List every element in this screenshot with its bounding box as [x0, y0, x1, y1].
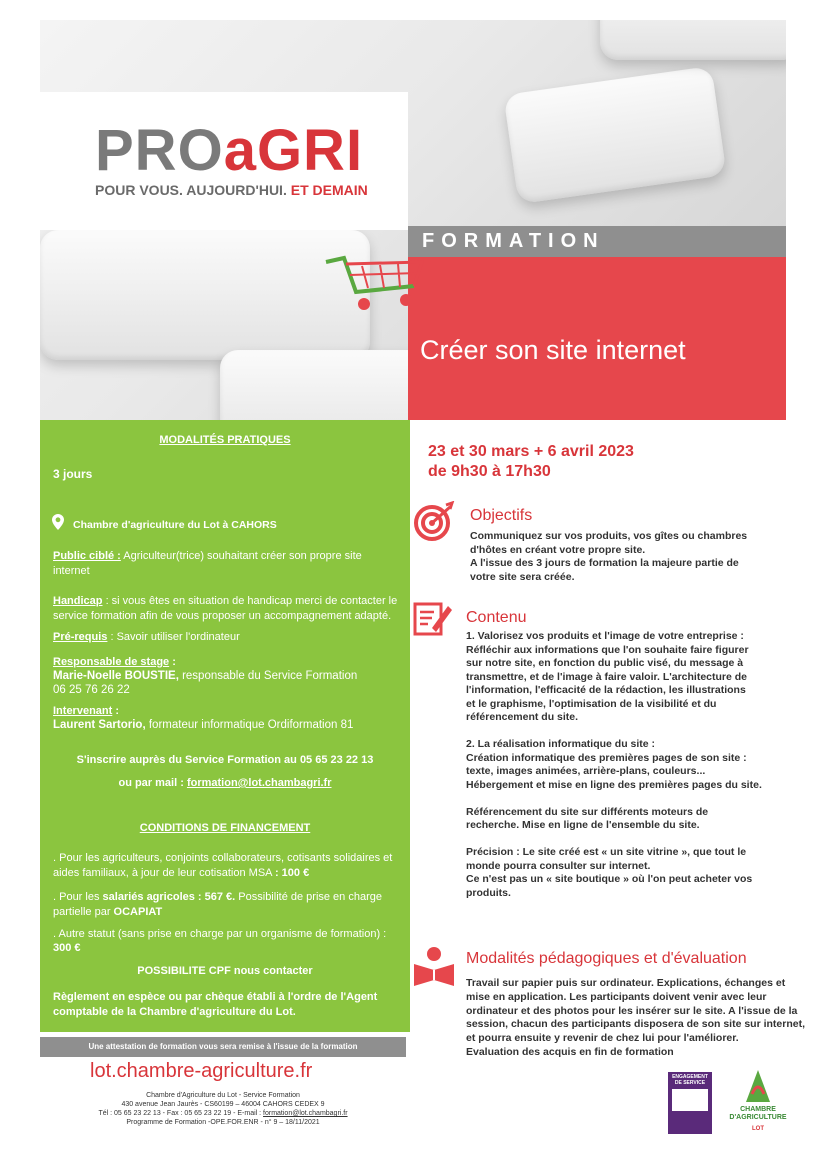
session-dates: 23 et 30 mars + 6 avril 2023 de 9h30 à 17h30 [428, 443, 634, 480]
objectives-title: Objectifs [470, 507, 533, 524]
register-line: S'inscrire auprès du Service Formation au 05 65 23 22 13 [76, 754, 374, 766]
public-target: Public ciblé : Agriculteur(trice) souhaitant créer son propre site internet [53, 550, 362, 577]
pedagogy-text: Travail sur papier puis sur ordinateur. Explications, échanges et mise en application. Les participants doivent venir avec leur ordinateur et des photos pour les insérer sur le site. A l'issue de la session, chacun des participants disposera de son site sur internet, et pourra ensuite y revenir de chez lui pour l'améliorer. Evaluation des acquis en fin de formation [466, 977, 806, 1058]
footer-email-link[interactable]: formation@lot.chambagri.fr [263, 1110, 348, 1117]
content-title: Contenu [466, 609, 527, 626]
keyboard-key [503, 66, 726, 204]
formation-label: FORMATION [422, 230, 605, 252]
shopping-cart-icon [322, 248, 432, 318]
formation-banner [408, 226, 786, 257]
chambre-agriculture-logo: CHAMBRE D'AGRICULTURE LOT [728, 1068, 788, 1138]
page-title: Créer son site internet [420, 335, 686, 365]
register-email: ou par mail : formation@lot.chambagri.fr [118, 777, 332, 789]
address-block: Chambre d'Agriculture du Lot - Service Formation 430 avenue Jean Jaurès - CS60199 – 46004 CAHORS CEDEX 9 Tél : 05 65 23 22 13 - Fax : 05 65 23 22 19 - E-mail : formation@lot.chambagri.fr Programme de Formation -OPE.FOR.ENR - n° 9 – 18/11/2021 [98, 1092, 348, 1126]
duration: 3 jours [53, 467, 93, 481]
keyboard-key [600, 20, 786, 60]
payment-terms: Règlement en espèce ou par chèque établi à l'ordre de l'Agent comptable de la Chambre d'agriculture du Lot. [53, 991, 378, 1018]
location-pin-icon [52, 514, 64, 530]
prerequisites: Pré-requis : Savoir utiliser l'ordinateur [53, 631, 240, 643]
document-edit-icon [412, 598, 452, 636]
logo-tagline: POUR VOUS. AUJOURD'HUI. ET DEMAIN [95, 182, 368, 198]
keyboard-key [40, 230, 370, 360]
pedagogy-title: Modalités pédagogiques et d'évaluation [466, 950, 747, 967]
financing-heading: CONDITIONS DE FINANCEMENT [139, 822, 311, 834]
course-manager: Responsable de stage : Marie-Noelle BOUSTIE, responsable du Service Formation 06 25 76 26 22 [53, 656, 358, 696]
practical-panel [40, 420, 410, 1032]
financing-employees: . Pour les salariés agricoles : 567 €. Possibilité de prise en charge partielle par OCAPIAT [53, 891, 382, 918]
practical-heading: MODALITÉS PRATIQUES [159, 434, 291, 446]
proagri-logo [40, 92, 408, 230]
handicap-info: Handicap : si vous êtes en situation de handicap merci de contacter le service formation afin de vous proposer un accompagnement adapté. [53, 595, 398, 622]
location: Chambre d'agriculture du Lot à CAHORS [73, 519, 277, 531]
financing-other: . Autre statut (sans prise en charge par un organisme de formation) : 300 € [53, 928, 387, 954]
financing-farmers: . Pour les agriculteurs, conjoints collaborateurs, cotisants solidaires et aides familiaux, à jour de leur cotisation MSA : 100 € [53, 852, 393, 879]
email-link[interactable]: formation@lot.chambagri.fr [186, 777, 332, 789]
content-text: 1. Valorisez vos produits et l'image de votre entreprise : Réfléchir aux informations que l'on souhaite faire figurer sur notre site, en fonction du public visé, du message à transmettre, et de l'image à faire valoir. L'architecture de l'information, l'efficacité de la rédaction, les illustrations et le graphisme, l'optimisation de la visibilité et du référencement du site. 2. La réalisation informatique du site : Création informatique des premières pages de son site : texte, images animées, arrière-plans, couleurs... Hébergement et mise en ligne des premières pages du site. Référencement du site sur différents moteurs de recherche. Mise en ligne de l'ensemble du site. Précision : Le site créé est « un site vitrine », que tout le monde pourra consulter sur internet. Ce n'est pas un « site boutique » où l'on peut acheter vos produits. [466, 630, 762, 899]
website-link[interactable]: lot.chambre-agriculture.fr [90, 1060, 313, 1082]
title-panel [408, 257, 786, 420]
attestation-banner: Une attestation de formation vous sera remise à l'issue de la formation [40, 1037, 406, 1057]
logo-wordmark: PROaGRI [95, 118, 364, 183]
afnor-service-badge: ENGAGEMENT DE SERVICE [668, 1072, 712, 1134]
target-icon [412, 501, 456, 541]
objectives-text: Communiquez sur vos produits, vos gîtes ou chambres d'hôtes en créant votre propre site. A l'issue des 3 jours de formation la majeure partie de votre site sera créée. [470, 530, 748, 583]
speaker: Intervenant : Laurent Sartorio, formateur informatique Ordiformation 81 [53, 705, 354, 731]
chambre-logo-icon [744, 1068, 772, 1104]
reader-book-icon [412, 946, 456, 988]
cpf-note: POSSIBILITE CPF nous contacter [137, 965, 313, 977]
